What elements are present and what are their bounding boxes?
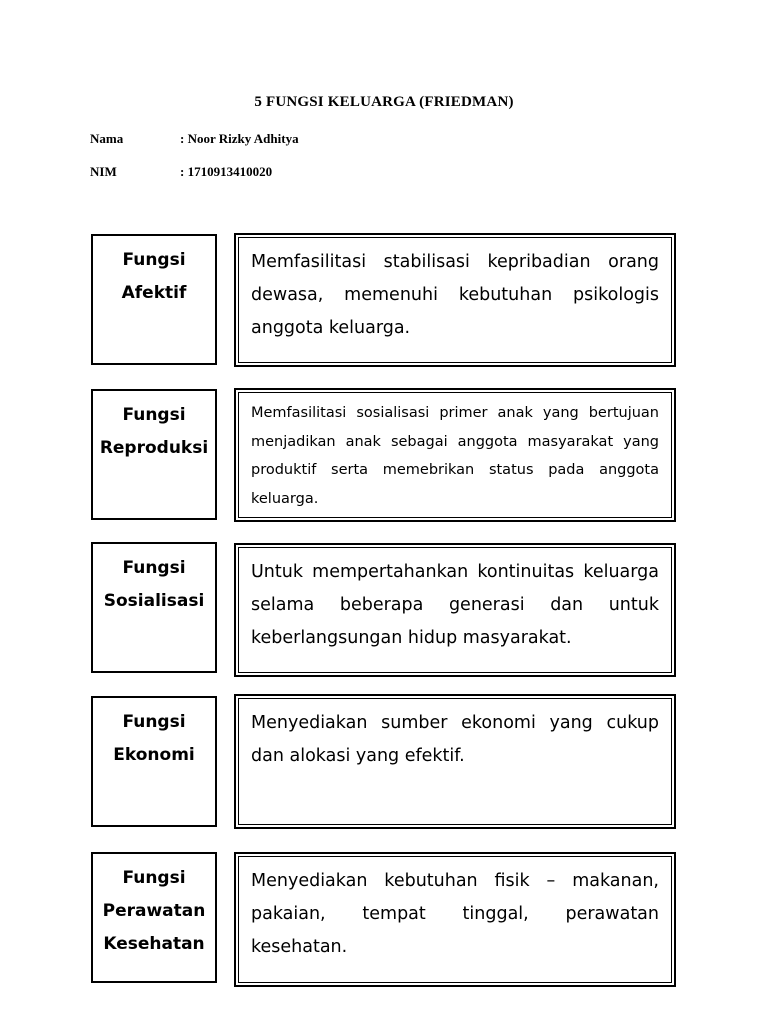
function-description-box-afektif [234,233,676,367]
function-name-line: Fungsi [122,712,186,732]
function-name-line: Reproduksi [99,438,209,458]
function-name-line: Sosialisasi [103,591,205,611]
name-value: : Noor Rizky Adhitya [180,131,299,146]
function-name-line: Fungsi [122,250,186,270]
function-name-line: Afektif [121,283,187,303]
function-description-box-sosialisasi [234,543,676,677]
function-name-line: Ekonomi [113,745,195,765]
function-description: Memfasilitasi stabilisasi kepribadian orang dewasa, memenuhi kebutuhan psikologis anggota keluarga. [238,237,672,363]
function-name-box-ekonomi [91,696,217,827]
function-name-line: Fungsi [122,405,186,425]
function-name-line: Fungsi [122,868,186,888]
name-label: Nama [90,131,124,146]
function-name-line: Fungsi [122,558,186,578]
function-name-line: Kesehatan [103,934,205,954]
function-name-box-afektif [91,234,217,365]
function-description: Menyediakan sumber ekonomi yang cukup dan alokasi yang efektif. [238,698,672,825]
function-name-line: Perawatan [102,901,206,921]
function-description-box-reproduksi [234,388,676,522]
function-description-box-perawatan-kesehatan [234,852,676,987]
function-description: Memfasilitasi sosialisasi primer anak yang bertujuan menjadikan anak sebagai anggota masyarakat yang produktif serta memebrikan status pada anggota keluarga. [238,392,672,518]
function-name-box-sosialisasi [91,542,217,673]
function-name-box-reproduksi [91,389,217,520]
nim-value: : 1710913410020 [180,164,273,179]
function-name-box-perawatan-kesehatan [91,852,217,983]
function-description-box-ekonomi [234,694,676,829]
nim-label: NIM [90,164,117,179]
function-description: Menyediakan kebutuhan fisik – makanan, pakaian, tempat tinggal, perawatan kesehatan. [238,856,672,983]
function-description: Untuk mempertahankan kontinuitas keluarga selama beberapa generasi dan untuk keberlangsungan hidup masyarakat. [238,547,672,673]
document-title: 5 FUNGSI KELUARGA (FRIEDMAN) [254,94,514,110]
